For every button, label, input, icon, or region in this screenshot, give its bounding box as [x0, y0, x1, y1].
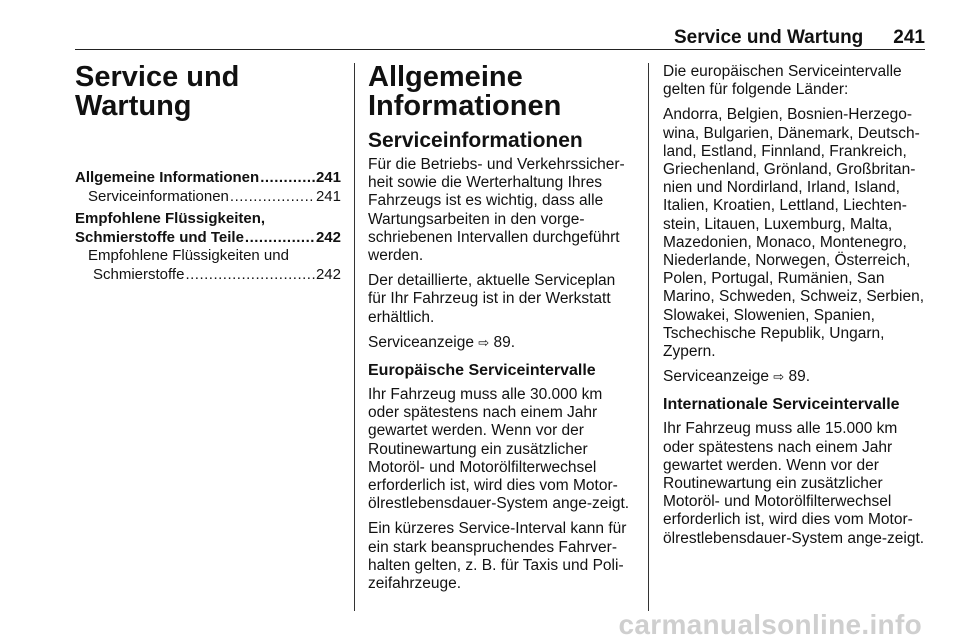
paragraph: Die europäischen Serviceintervalle gelten für folgende Länder:: [663, 63, 902, 99]
toc-entry-page: 242: [315, 265, 341, 283]
section-title: [368, 63, 635, 121]
section-title-line1: Allgemeine: [368, 61, 523, 93]
toc-entry-serviceinformationen[interactable]: [75, 188, 341, 207]
toc-entry-allgemeine-informationen[interactable]: [75, 169, 341, 188]
cross-reference[interactable]: [368, 334, 635, 352]
running-header-title: Service und Wartung: [673, 27, 864, 48]
heading-europaeische-serviceintervalle: Europäische Serviceintervalle: [368, 362, 596, 380]
toc-leader: [260, 169, 315, 188]
section-title-line2: Informationen: [368, 90, 562, 122]
toc-entry-title: Serviceinformationen: [88, 187, 229, 205]
toc-entry-empfohlene-fluessigkeiten-schmierstoffe[interactable]: [75, 247, 341, 284]
paragraph: Der detaillierte, aktuelle Serviceplan für Ihr Fahrzeug ist in der Werkstatt erhältlich.: [368, 272, 616, 326]
paragraph: Für die Betriebs- und Verkehrssicher-heit sowie die Werterhaltung Ihres Fahrzeugs ist es wichtig, dass alle Wartungsarbeiten in den vorge-schriebenen Intervallen durchgeführt werden.: [368, 156, 625, 265]
paragraph: Ein kürzeres Service-Interval kann für ein stark beanspruchendes Fahrver-halten gelten, z. B. für Taxis und Poli-zeifahrzeuge.: [368, 520, 627, 593]
running-header: [75, 27, 925, 49]
toc-leader: [245, 229, 315, 248]
subsection-title: Serviceinformationen: [368, 129, 583, 152]
column-1: [75, 63, 341, 284]
cross-reference-page: 89.: [788, 368, 811, 386]
table-of-contents: [75, 169, 341, 284]
toc-entry-title-line1: Empfohlene Flüssigkeiten und: [88, 247, 289, 264]
country-list: Andorra, Belgien, Bosnien-Herzego-wina, Bulgarien, Dänemark, Deutsch-land, Estland, Finnland, Frankreich, Griechenland, Grönland, Großbritan-nien und Nordirland, Irland, Island, Italien, Kroatien, Lettland, Liechten-stein, Litauen, Luxemburg, Malta, Mazedonien, Monaco, Montenegro, Niederlande, Norwegen, Österreich, Polen, Portugal, Rumänien, San Marino, Schweden, Schweiz, Serbien, Slowakei, Slowenien, Spanien, Tschechische Republik, Ungarn, Zypern.: [663, 106, 925, 361]
watermark: carmanualsonline.info: [618, 609, 922, 640]
column-3: [663, 63, 928, 555]
cross-reference-text: Serviceanzeige: [368, 333, 474, 351]
arrow-right-icon: ⇨: [478, 334, 490, 350]
chapter-title: [75, 63, 341, 121]
toc-leader: [185, 266, 315, 285]
toc-entry-title: Allgemeine Informationen: [75, 169, 260, 186]
toc-entry-title-line2: Schmierstoffe und Teile: [75, 228, 244, 246]
chapter-title-line1: Service und: [75, 61, 240, 93]
chapter-title-line2: Wartung: [75, 90, 192, 122]
toc-entry-title-line2: Schmierstoffe: [93, 265, 185, 283]
toc-leader: [230, 188, 315, 207]
toc-entry-title-line1: Empfohlene Flüssigkeiten,: [75, 210, 266, 227]
toc-entry-page: 242: [315, 228, 341, 246]
toc-entry-empfohlene-fluessigkeiten-teile[interactable]: [75, 210, 341, 247]
cross-reference-page: 89.: [493, 333, 516, 351]
column-2: [368, 63, 635, 600]
paragraph: Ihr Fahrzeug muss alle 30.000 km oder spätestens nach einem Jahr gewartet werden. Wenn vor der Routinewartung ein zusätzlicher Motoröl- und Motorölfilterwechsel erforderlich ist, wird dies vom Motor-ölrestlebensdauer-System ange-zeigt.: [368, 386, 630, 513]
column-divider-2: [648, 63, 649, 611]
cross-reference-text: Serviceanzeige: [663, 368, 769, 386]
heading-internationale-serviceintervalle: Internationale Serviceintervalle: [663, 396, 900, 414]
paragraph: Ihr Fahrzeug muss alle 15.000 km oder spätestens nach einem Jahr gewartet werden. Wenn vor der Routinewartung ein zusätzlicher Motoröl- und Motorölfilterwechsel erforderlich ist, wird dies vom Motor-ölrestlebensdauer-System ange-zeigt.: [663, 420, 925, 547]
arrow-right-icon: ⇨: [773, 369, 785, 385]
toc-entry-page: 241: [315, 187, 341, 205]
page-number: 241: [893, 27, 925, 48]
toc-entry-page: 241: [315, 169, 341, 186]
cross-reference[interactable]: [663, 368, 928, 386]
header-rule: [75, 49, 925, 50]
column-divider-1: [354, 63, 355, 611]
